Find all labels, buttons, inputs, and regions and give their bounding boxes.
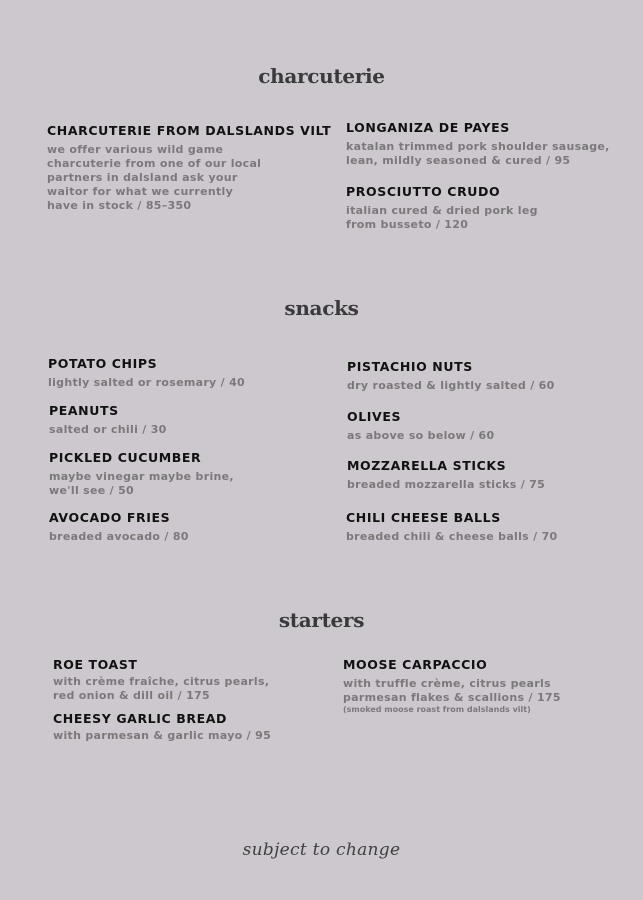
menu-item-chili-cheese-balls: [346, 510, 558, 544]
menu-item-prosciutto: [346, 184, 538, 232]
footer-note: subject to change: [242, 840, 401, 860]
item-name: MOZZARELLA STICKS: [347, 458, 507, 473]
item-name: ROE TOAST: [53, 657, 138, 672]
item-description: with crème fraîche, citrus pearls, red onion & dill oil / 175: [53, 675, 270, 702]
item-description: italian cured & dried pork leg from busseto / 120: [346, 204, 538, 231]
item-name: MOOSE CARPACCIO: [343, 657, 488, 672]
menu-item-olives: [347, 409, 494, 443]
item-name: PISTACHIO NUTS: [347, 359, 473, 374]
menu-item-mozzarella-sticks: [347, 458, 545, 492]
item-note: (smoked moose roast from dalslands vilt): [343, 705, 531, 714]
menu-item-pistachio-nuts: [347, 359, 555, 393]
item-description: we offer various wild game charcuterie from one of our local partners in dalsland ask your waitor for what we currently have in stock / 85–350: [47, 143, 262, 212]
item-name: AVOCADO FRIES: [49, 510, 171, 525]
item-description: maybe vinegar maybe brine, we'll see / 50: [49, 470, 234, 497]
section-title-snacks: snacks: [284, 296, 359, 320]
menu-item-moose-carpaccio: [343, 657, 561, 715]
menu-item-pickled-cucumber: [49, 450, 234, 498]
menu-item-potato-chips: [48, 356, 245, 390]
item-name: OLIVES: [347, 409, 402, 424]
item-description: breaded avocado / 80: [49, 530, 189, 543]
item-description: katalan trimmed pork shoulder sausage, lean, mildly seasoned & cured / 95: [346, 140, 610, 167]
item-name: PROSCIUTTO CRUDO: [346, 184, 501, 199]
item-description: lightly salted or rosemary / 40: [48, 376, 246, 389]
section-title-charcuterie: charcuterie: [258, 64, 385, 88]
menu-item-roe-toast: [53, 657, 269, 703]
item-name: PICKLED CUCUMBER: [49, 450, 202, 465]
item-name: CHARCUTERIE FROM DALSLANDS VILT: [47, 123, 332, 138]
item-name: POTATO CHIPS: [48, 356, 158, 371]
item-description: dry roasted & lightly salted / 60: [347, 379, 555, 392]
menu-item-peanuts: [49, 403, 167, 437]
menu-item-cheesy-garlic-bread: [53, 711, 271, 743]
item-description: as above so below / 60: [347, 429, 495, 442]
item-name: CHEESY GARLIC BREAD: [53, 711, 227, 726]
menu-item-avocado-fries: [49, 510, 189, 544]
menu-item-longaniza: [346, 120, 610, 168]
item-name: PEANUTS: [49, 403, 119, 418]
item-description: salted or chili / 30: [49, 423, 167, 436]
item-description: with parmesan & garlic mayo / 95: [53, 729, 272, 742]
item-name: LONGANIZA DE PAYES: [346, 120, 510, 135]
item-description: breaded chili & cheese balls / 70: [346, 530, 558, 543]
item-name: CHILI CHEESE BALLS: [346, 510, 501, 525]
section-title-starters: starters: [278, 608, 365, 632]
item-description: breaded mozzarella sticks / 75: [347, 478, 546, 491]
menu-item-charcuterie-dalslands: [47, 123, 331, 213]
item-description: with truffle crème, citrus pearls parmesan flakes & scallions / 175: [343, 677, 561, 704]
